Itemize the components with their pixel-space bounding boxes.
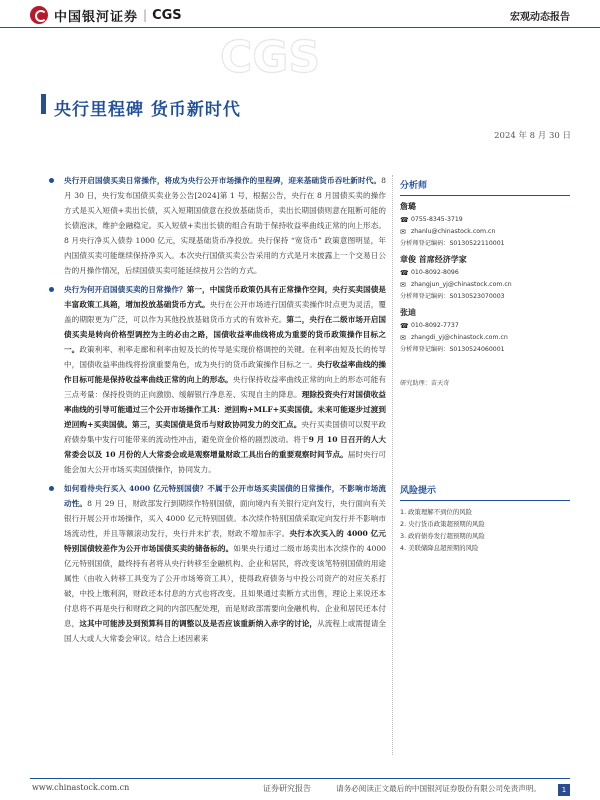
- paragraph-2-lead: 央行为何开启国债买卖的日常操作？: [64, 285, 187, 294]
- analyst-email[interactable]: zhangjun_yj@chinastock.com.cn: [411, 281, 512, 288]
- paragraph-2-s3: 第二，央行在二级市场开启国债买卖是转向价格型调控为主的必由之路，国债收益率曲线将成为重要的货币政策操作目标之一。: [64, 315, 387, 354]
- phone-icon: ☎: [400, 269, 409, 277]
- report-type: 宏观动态报告: [510, 12, 570, 23]
- report-date: 2024 年 8 月 30 日: [494, 131, 571, 141]
- column-divider: [392, 175, 393, 755]
- paragraph-3-s5: 从流程上或需提请全国人大或人大常委会审议。结合上述因素来: [64, 619, 387, 643]
- analyst-phone-row: [400, 214, 570, 226]
- paragraph-2-s4: 政策利率、利率走廊和利率由短及长的传导是实现价格调控的关键。在利率由短及长的传导中，国债收益率曲线将扮演重要角色，成为央行的货币政策操作目标之一。: [64, 345, 387, 369]
- analyst-reg-no: S0130522110001: [449, 240, 505, 247]
- email-icon: ✉: [400, 334, 406, 342]
- cgs-logo-icon: [30, 6, 48, 24]
- analyst-email-row: [400, 226, 570, 238]
- footer-report-label: 证券研究报告: [263, 784, 311, 793]
- paragraph-2-s2: 央行在公开市场进行国债买卖操作时点更为灵活，覆盖的期限更为广泛，可以作为其他投放基础货币方式的有效补充。: [64, 300, 386, 324]
- risk-panel: [400, 483, 570, 554]
- paragraph-3-s1: 8 月 29 日，财政部发行到期续作特别国债，面向境内有关银行定向发行，央行面向有关银行开展公开市场操作，买入 4000 亿元特别国债。本次续作特别国债采取定向发行并不影响市场流动性，并且等额滚动发行，央行并未扩表，财政不增加赤字。: [64, 499, 387, 538]
- paragraph-2-s7: 理除投资央行对国债收益率曲线的引导可能通过三个公开市场操作工具：逆回购+MLF+买卖国债。未来可能逐步过渡到逆回购+买卖国债。第三，买卖国债是货币与财政协同发力的交汇点。: [64, 390, 386, 429]
- paragraph-2-s1: 第一，中国货币政策仍具有正常操作空间，央行买卖国债是丰富政策工具箱，增加投放基础货币方式。: [64, 285, 387, 309]
- analyst-reg-row: [400, 291, 570, 303]
- brand-name-cn: 中国银河证券: [54, 9, 139, 25]
- analyst-email-row: [400, 279, 570, 291]
- paragraph-3-s3: 如果央行通过二级市场卖出本次续作的 4000 亿元特别国债，最终持有者将从央行转移至金融机构、企业和居民，将改变该笔特别国债的用途属性（由收入转移工具变为了公开市场筹资工具），使得政府债务与中投公司资产的对应关系打破，中投上缴利润，财政还本付息的方式也将改变。且如果通过卖断方式出售，理论上来说还本付息将不再是央行和财政之间的内部匹配处理，而是财政部需要向金融机构、企业和居民还本付息，: [64, 544, 386, 628]
- paragraph-2-s8: 央行买卖国债可以熨平政府债券集中发行可能带来的流动性冲击，避免资金价格的剧烈波动。将于: [64, 420, 386, 444]
- analyst-email[interactable]: zhangdi_yj@chinastock.com.cn: [411, 334, 508, 341]
- paragraph-2-s6: 央行保持收益率曲线正常的向上的形态可能有三点考量：保持投资的正向激励、缓解银行净息差、实现自主的降息。: [64, 375, 386, 399]
- paragraph-2-s5: 央行收益率曲线的操作目标可能是保持收益率曲线正常的向上的形态。: [64, 360, 387, 384]
- email-icon: ✉: [400, 281, 406, 289]
- analyst-phone-row: [400, 320, 570, 332]
- analyst-name: 章俊 首席经济学家: [400, 255, 467, 264]
- risk-item: 4. 美联储降息超预期的风险: [400, 544, 479, 552]
- analyst-phone: 010-8092-8096: [411, 269, 459, 276]
- paragraph-1-lead: 央行开启国债买卖日常操作，将成为央行公开市场操作的里程碑，迎来基础货币吞吐新时代。: [64, 176, 382, 185]
- paragraph-2-s10: 届时央行可能会加大公开市场买卖国债操作，协同发力。: [64, 450, 386, 474]
- watermark-text: CGS: [219, 32, 321, 83]
- analyst-card: [400, 201, 570, 250]
- summary-paragraph-2: [46, 282, 386, 477]
- analyst-reg-no: S0130523070003: [449, 293, 505, 300]
- analyst-phone: 010-8092-7737: [411, 322, 459, 329]
- analyst-panel: [400, 178, 570, 387]
- risk-heading: 风险提示: [400, 483, 570, 501]
- analyst-phone-row: [400, 267, 570, 279]
- bullet-dot: [49, 287, 54, 292]
- research-assistant: 研究助理：苗天奇: [400, 380, 450, 387]
- analyst-name: 张迪: [400, 308, 416, 317]
- cgs-watermark: [219, 28, 321, 83]
- paragraph-1-body: 8 月 30 日，央行发布国债买卖业务公告[2024]第 1 号，根据公告，央行在 8 月国债买卖的操作方式是买入短债+卖出长债，买入短期国债意在投放基础货币，卖出长期国债则意在阻断可能的长债泡沫，维护金融稳定。买入短债+卖出长债的组合有助于保持收益率曲线正常的向上形态。8 月央行净买入债券 1000 亿元，实现基础货币净投放。央行保持 “宽货币” 政策意图明显，年内国债买卖可能继续保持净买入。本次央行国债买卖公告采用的方式是月末披露上一个交易日公告的月操作情况，后续国债买卖可能延续按月公告的方式。: [64, 176, 386, 275]
- brand-name-en: CGS: [152, 7, 182, 23]
- risk-item: 1. 政策理解不到位的风险: [400, 508, 473, 516]
- analyst-reg-no: S0130524060001: [449, 346, 505, 353]
- analyst-reg-label: 分析师登记编码：: [400, 346, 450, 353]
- analyst-reg-row: [400, 238, 570, 250]
- footer-disclaimer: 请务必阅读正文最后的中国银河证券股份有限公司免责声明。: [336, 784, 542, 793]
- brand-logo: [30, 6, 182, 24]
- phone-icon: ☎: [400, 322, 409, 330]
- bullet-dot: [49, 178, 54, 183]
- paragraph-2-s9: 9 月 10 日召开的人大常委会以及 10 月份的人大常委会或是观察增量财政工具出台的重要观察时间节点。: [64, 435, 386, 459]
- summary-paragraph-3: [46, 481, 386, 646]
- analyst-card: [400, 307, 570, 356]
- risk-item: 3. 政府债券发行超预期的风险: [400, 532, 485, 540]
- footer-website[interactable]: www.chinastock.com.cn: [32, 783, 130, 792]
- analyst-reg-label: 分析师登记编码：: [400, 240, 450, 247]
- analyst-name: 詹璐: [400, 202, 416, 211]
- page-number: 1: [558, 784, 570, 796]
- risk-item: 2. 央行货币政策超预期的风险: [400, 520, 485, 528]
- analyst-email-row: [400, 332, 570, 344]
- title-accent-bar: [41, 94, 46, 114]
- analyst-phone: 0755-8345-3719: [411, 216, 463, 223]
- analyst-card: [400, 254, 570, 303]
- analyst-reg-label: 分析师登记编码：: [400, 293, 450, 300]
- footer-rule: [30, 778, 570, 779]
- analyst-heading: 分析师: [400, 178, 570, 196]
- paragraph-3-s2: 央行本次买入的 4000 亿元特别国债较差作为公开市场国债买卖的储备标的。: [64, 529, 387, 553]
- report-title: 央行里程碑 货币新时代: [54, 100, 241, 120]
- paragraph-3-s4: 这其中可能涉及到预算科目的调整以及是否应该重新纳入赤字的讨论，: [79, 619, 318, 628]
- bullet-dot: [49, 486, 54, 491]
- phone-icon: ☎: [400, 216, 409, 224]
- page-header: [0, 0, 600, 30]
- main-content: [46, 173, 386, 758]
- analyst-reg-row: [400, 344, 570, 356]
- brand-separator: |: [143, 8, 148, 22]
- email-icon: ✉: [400, 228, 406, 236]
- analyst-email[interactable]: zhanlu@chinastock.com.cn: [411, 228, 496, 235]
- summary-paragraph-1: [46, 173, 386, 278]
- paragraph-3-lead: 如何看待央行买入 4000 亿元特别国债？不属于公开市场买卖国债的日常操作，不影响市场流动性。: [64, 484, 386, 508]
